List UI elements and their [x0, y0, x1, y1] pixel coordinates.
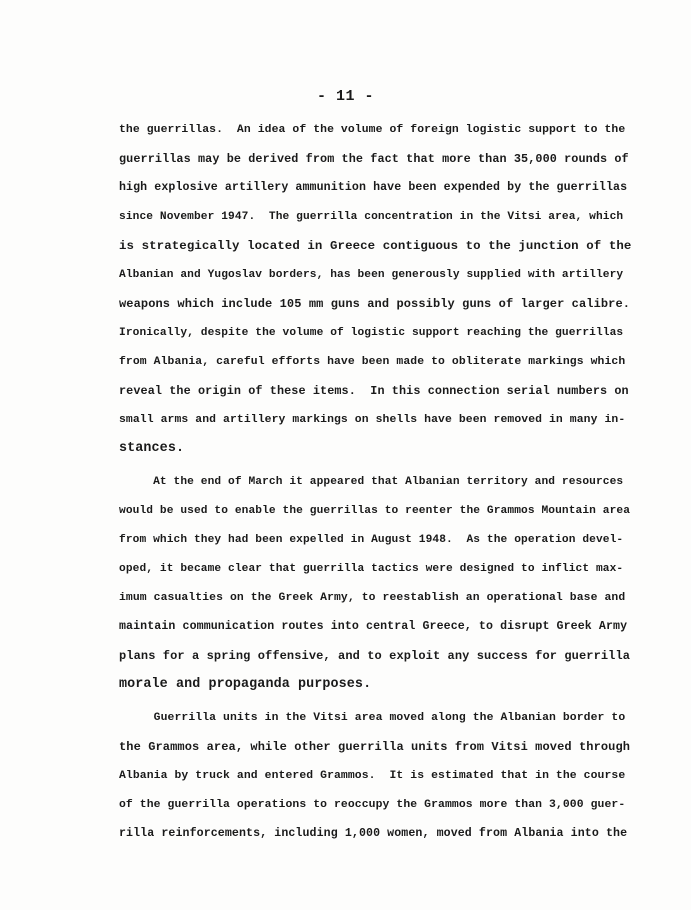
text-line: guerrillas may be derived from the fact that more than 35,000 rounds of [119, 152, 629, 166]
text-line: stances. [119, 441, 185, 456]
text-line: weapons which include 105 mm guns and possibly guns of larger calibre. [119, 297, 631, 311]
text-line: plans for a spring offensive, and to exploit any success for guerrilla [119, 649, 631, 663]
paragraph-2 [119, 472, 629, 704]
text-line: of the guerrilla operations to reoccupy the Grammos more than 3,000 guer- [119, 799, 626, 811]
text-line: reveal the origin of these items. In this connection serial numbers on [119, 384, 629, 398]
text-line: Guerrilla units in the Vitsi area moved along the Albanian border to [119, 712, 626, 724]
text-line: from which they had been expelled in August 1948. As the operation devel- [119, 534, 624, 546]
text-line: Albanian and Yugoslav borders, has been generously supplied with artillery [119, 269, 624, 281]
text-line: maintain communication routes into central Greece, to disrupt Greek Army [119, 620, 628, 633]
body-text [119, 120, 632, 853]
text-line: rilla reinforcements, including 1,000 women, moved from Albania into the [119, 827, 628, 840]
text-line: high explosive artillery ammunition have been expended by the guerrillas [119, 181, 628, 194]
text-line: the guerrillas. An idea of the volume of foreign logistic support to the [119, 124, 626, 136]
text-line: oped, it became clear that guerrilla tactics were designed to inflict max- [119, 563, 624, 575]
paragraph-1 [119, 120, 632, 468]
text-line: small arms and artillery markings on shells have been removed in many in- [119, 414, 626, 426]
text-line: At the end of March it appeared that Albanian territory and resources [119, 476, 624, 488]
text-line: since November 1947. The guerrilla concentration in the Vitsi area, which [119, 211, 624, 223]
text-line: would be used to enable the guerrillas to reenter the Grammos Mountain area [119, 505, 631, 517]
text-line: Albania by truck and entered Grammos. It is estimated that in the course [119, 770, 626, 782]
text-line: Ironically, despite the volume of logistic support reaching the guerrillas [119, 327, 624, 339]
page-number: - 11 - [316, 88, 374, 105]
text-line: the Grammos area, while other guerrilla units from Vitsi moved through [119, 740, 631, 754]
text-line: is strategically located in Greece contiguous to the junction of the [119, 239, 632, 253]
text-line: imum casualties on the Greek Army, to reestablish an operational base and [119, 592, 626, 604]
text-line: from Albania, careful efforts have been made to obliterate markings which [119, 356, 626, 368]
text-line: morale and propaganda purposes. [119, 677, 372, 692]
paragraph-3 [119, 708, 629, 853]
